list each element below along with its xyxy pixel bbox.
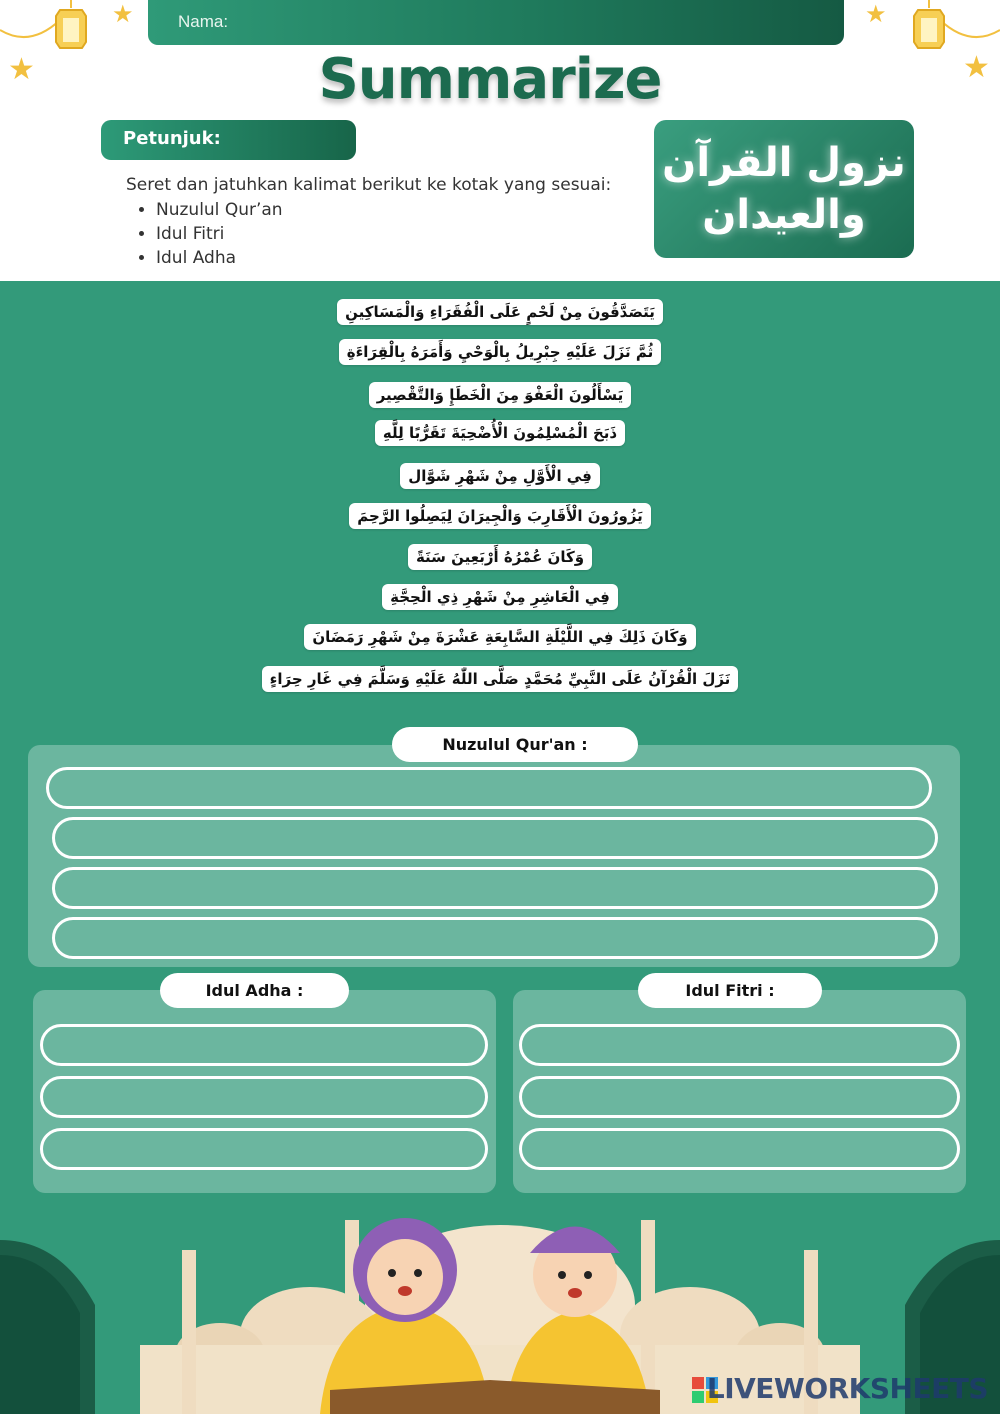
draggable-phrase[interactable]: يَتَصَدَّقُونَ مِنْ لَحْمٍ عَلَى الْفُقَرَاءِ وَالْمَسَاكِينِ: [337, 299, 663, 325]
draggable-phrase[interactable]: وَكَانَ ذَلِكَ فِي اللَّيْلَةِ السَّابِعَةِ عَشْرَةَ مِنْ شَهْرِ رَمَضَانَ: [304, 624, 695, 650]
instruction-item: • Idul Fitri: [156, 222, 611, 246]
idul-fitri-drop-slot[interactable]: [519, 1076, 960, 1118]
draggable-phrase[interactable]: فِي الْعَاشِرِ مِنْ شَهْرِ ذِي الْحِجَّةِ: [382, 584, 618, 610]
page-title: Summarize: [318, 47, 662, 112]
arabic-title-line2: والعيدان: [702, 192, 866, 238]
instruction-item: • Nuzulul Qur’an: [156, 198, 611, 222]
draggable-phrase[interactable]: نَزَلَ الْقُرْآنُ عَلَى النَّبِيِّ مُحَمَّدٍ صَلَّى اللّٰهُ عَلَيْهِ وَسَلَّمَ فِي غَارِ حِرَاءٍ: [262, 666, 739, 692]
idul-fitri-drop-slot[interactable]: [519, 1024, 960, 1066]
nuzulul-drop-slot[interactable]: [46, 767, 932, 809]
idul-fitri-label: Idul Fitri :: [638, 973, 822, 1008]
draggable-phrase[interactable]: ثُمَّ نَزَلَ عَلَيْهِ جِبْرِيلُ بِالْوَحْيِ وَأَمَرَهُ بِالْقِرَاءَةِ: [339, 339, 662, 365]
draggable-phrase[interactable]: يَسْأَلُونَ الْعَفْوَ مِنَ الْخَطَإِ وَالتَّقْصِير: [369, 382, 632, 408]
star-icon: ★: [865, 0, 887, 28]
idul-fitri-drop-slot[interactable]: [519, 1128, 960, 1170]
name-bar[interactable]: [148, 0, 844, 45]
star-icon: ★: [963, 50, 990, 85]
idul-adha-drop-slot[interactable]: [40, 1076, 488, 1118]
instruction-text: Seret dan jatuhkan kalimat berikut ke kotak yang sesuai:: [126, 175, 612, 195]
idul-adha-drop-slot[interactable]: [40, 1128, 488, 1170]
star-icon: ★: [8, 52, 35, 87]
nuzulul-label: Nuzulul Qur'an :: [392, 727, 638, 762]
draggable-phrase[interactable]: فِي الْأَوَّلِ مِنْ شَهْرِ شَوَّال: [400, 463, 600, 489]
watermark: LIVEWORKSHEETS: [706, 1372, 988, 1405]
idul-adha-drop-slot[interactable]: [40, 1024, 488, 1066]
draggable-phrase[interactable]: ذَبَحَ الْمُسْلِمُونَ الْأُضْحِيَةَ تَقَرُّبًا لِلَّهِ: [375, 420, 625, 446]
draggable-phrase[interactable]: يَزُورُونَ الْأَقَارِبَ وَالْجِيرَانَ لِيَصِلُوا الرَّحِمَ: [349, 503, 651, 529]
instructions-block: [126, 175, 611, 270]
draggable-phrase[interactable]: وَكَانَ عُمْرُهُ أَرْبَعِينَ سَنَةً: [408, 544, 592, 570]
nuzulul-drop-slot[interactable]: [52, 917, 938, 959]
nuzulul-drop-slot[interactable]: [52, 817, 938, 859]
instructions-label: Petunjuk:: [123, 128, 221, 149]
instruction-item: • Idul Adha: [156, 246, 611, 270]
idul-adha-label: Idul Adha :: [160, 973, 349, 1008]
instruction-list: [156, 198, 611, 270]
arabic-title-box: [654, 120, 914, 258]
name-label: Nama:: [178, 12, 229, 31]
star-icon: ★: [112, 0, 134, 28]
arabic-title-line1: نزول القرآن: [662, 140, 906, 186]
instructions-header: [101, 120, 356, 160]
nuzulul-drop-slot[interactable]: [52, 867, 938, 909]
arabic-title: [662, 137, 906, 241]
